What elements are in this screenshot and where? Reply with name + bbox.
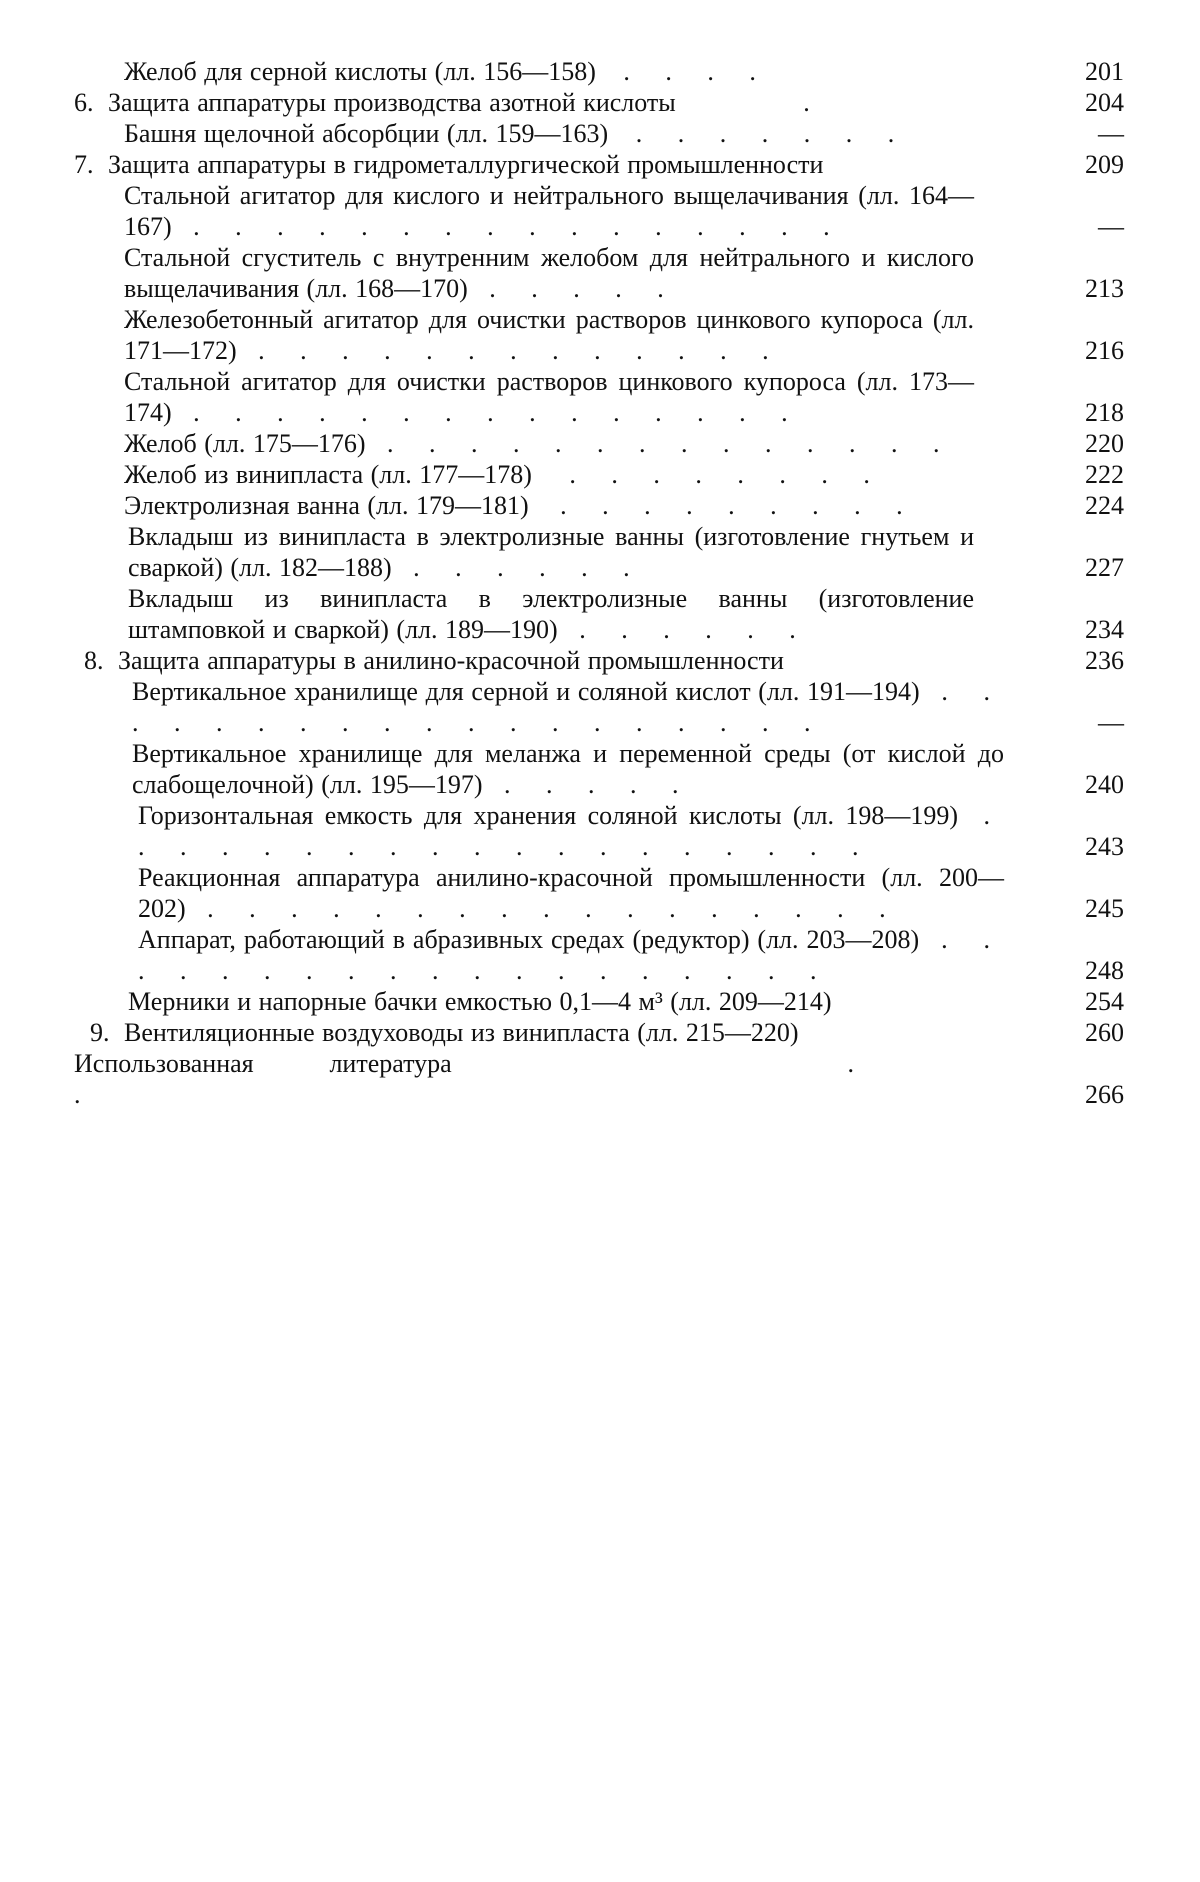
toc-entry-title: Электролизная ванна (лл. 179—181) xyxy=(124,491,529,520)
toc-entry-title: Мерники и напорные бачки емкостью 0,1—4 м³ (лл. 209—214) xyxy=(128,987,832,1016)
toc-page-number: 204 xyxy=(1085,88,1124,117)
toc-entry-title: Использованная литература xyxy=(74,1049,452,1078)
toc-entry xyxy=(74,366,1124,428)
toc-entry xyxy=(74,459,1124,490)
toc-entry-title: Защита аппаратуры в анилино-красочной промышленности xyxy=(118,646,784,675)
toc-leader-dots: . . . . . . . . . xyxy=(560,491,917,520)
toc-page-number: 248 xyxy=(1085,956,1124,985)
toc-page-number: 266 xyxy=(1085,1080,1124,1109)
toc-page-number: — xyxy=(1098,708,1124,737)
toc-leader-dots: . . xyxy=(74,1049,1015,1109)
toc-leader-dots: . . . . . . . . . . . . . . . xyxy=(193,398,802,427)
toc-entry xyxy=(74,583,1124,645)
toc-entry-title: Железобетонный агитатор для очистки растворов цинкового купороса (лл. 171—172) xyxy=(124,305,974,365)
toc-leader-dots: . . . . . . . . xyxy=(569,460,884,489)
toc-entry xyxy=(74,304,1124,366)
toc-entry-title: Вертикальное хранилище для меланжа и переменной среды (от кислой до слабощелочной) (лл. 195—197) xyxy=(132,739,1004,799)
toc-entry-title: Вертикальное хранилище для серной и соляной кислот (лл. 191—194) xyxy=(132,677,920,706)
toc-entry xyxy=(74,986,1124,1017)
toc-section-number: 7. xyxy=(74,150,94,179)
toc-entry xyxy=(74,1048,1124,1110)
toc-entry xyxy=(74,645,1124,676)
toc-leader-dots: . . . . . . . xyxy=(635,119,909,148)
toc-entry-title: Стальной агитатор для кислого и нейтрального выщелачивания (лл. 164—167) xyxy=(124,181,974,241)
toc-page-number: 227 xyxy=(1085,553,1124,582)
toc-page-number: 245 xyxy=(1085,894,1124,923)
toc-entry xyxy=(74,521,1124,583)
toc-entry xyxy=(74,738,1124,800)
toc-page-number: 209 xyxy=(1085,150,1124,179)
toc-leader-dots: . . . . . . . . . . . . . . xyxy=(386,429,954,458)
toc-leader-dots: . . . . . . . . . . . . . . . . . . . xyxy=(138,801,1004,861)
toc-section-number: 6. xyxy=(74,88,94,117)
toc-page-number: 213 xyxy=(1085,274,1124,303)
toc-leader-dots: . . . . . . xyxy=(579,615,810,644)
toc-page-number: 260 xyxy=(1085,1018,1124,1047)
toc-entry xyxy=(74,676,1124,738)
toc-entry-title: Стальной агитатор для очистки растворов цинкового купороса (лл. 173—174) xyxy=(124,367,974,427)
toc-entry xyxy=(74,56,1124,87)
toc-entry xyxy=(74,87,1124,118)
toc-leader-dots: . xyxy=(803,88,824,117)
toc-page-number: — xyxy=(1098,119,1124,148)
toc-entry xyxy=(74,242,1124,304)
toc-page-number: 222 xyxy=(1085,460,1124,489)
toc-entry-title: Вентиляционные воздуховоды из винипласта (лл. 215—220) xyxy=(124,1018,799,1047)
toc-entry-title: Башня щелочной абсорбции (лл. 159—163) xyxy=(124,119,609,148)
toc-leader-dots: . . . . . . . . . . . . . . . . . xyxy=(207,894,900,923)
toc-page-number: 201 xyxy=(1085,57,1124,86)
toc-entry-title: Стальной сгуститель с внутренним желобом для нейтрального и кислого выщелачивания (лл. 168—170) xyxy=(124,243,974,303)
toc-entry xyxy=(74,490,1124,521)
toc-page-number: 240 xyxy=(1085,770,1124,799)
toc-entry xyxy=(74,862,1124,924)
toc-page-number: 218 xyxy=(1085,398,1124,427)
toc-page-number: 224 xyxy=(1085,491,1124,520)
toc-page-number: 254 xyxy=(1085,987,1124,1016)
toc-entry xyxy=(74,800,1124,862)
toc-entry-title: Вкладыш из винипласта в электролизные ванны (изготовление гнутьем и сваркой) (лл. 182—188) xyxy=(128,522,974,582)
toc-page-number: 234 xyxy=(1085,615,1124,644)
toc-section-number: 9. xyxy=(90,1018,110,1047)
toc-page-number: — xyxy=(1098,212,1124,241)
toc-entry xyxy=(74,428,1124,459)
toc-page-number: 243 xyxy=(1085,832,1124,861)
toc-entry xyxy=(74,1017,1124,1048)
toc-entry-title: Желоб (лл. 175—176) xyxy=(124,429,366,458)
toc-entry-title: Вкладыш из винипласта в электролизные ванны (изготовление штамповкой и сваркой) (лл. 189—190) xyxy=(128,584,974,644)
table-of-contents xyxy=(74,56,1124,1110)
toc-leader-dots: . . . . . . xyxy=(413,553,644,582)
toc-entry-title: Аппарат, работающий в абразивных средах (редуктор) (лл. 203—208) xyxy=(138,925,920,954)
toc-leader-dots: . . . . . . . . . . . . . . . . . . . xyxy=(132,677,1005,737)
toc-entry xyxy=(74,924,1124,986)
toc-entry-title: Горизонтальная емкость для хранения соляной кислоты (лл. 198—199) xyxy=(138,801,959,830)
toc-entry-title: Желоб из винипласта (лл. 177—178) xyxy=(124,460,532,489)
toc-leader-dots: . . . . . xyxy=(503,770,693,799)
toc-page-number: 220 xyxy=(1085,429,1124,458)
toc-page-number: 236 xyxy=(1085,646,1124,675)
toc-entry-title: Желоб для серной кислоты (лл. 156—158) xyxy=(124,57,596,86)
toc-leader-dots: . . . . . xyxy=(489,274,678,303)
toc-entry-title: Защита аппаратуры в гидрометаллургической промышленности xyxy=(108,150,824,179)
toc-page-number: 216 xyxy=(1085,336,1124,365)
toc-entry xyxy=(74,180,1124,242)
toc-leader-dots: . . . . . . . . . . . . . xyxy=(258,336,783,365)
toc-leader-dots: . . . . xyxy=(623,57,770,86)
toc-entry xyxy=(74,118,1124,149)
toc-section-number: 8. xyxy=(84,646,104,675)
toc-entry xyxy=(74,149,1124,180)
toc-leader-dots: . . . . . . . . . . . . . . . . xyxy=(193,212,844,241)
toc-entry-title: Защита аппаратуры производства азотной кислоты xyxy=(108,88,676,117)
toc-entry-title: Реакционная аппаратура анилино-красочной промышленности (лл. 200—202) xyxy=(138,863,1004,923)
toc-leader-dots: . . . . . . . . . . . . . . . . . . . xyxy=(138,925,1005,985)
